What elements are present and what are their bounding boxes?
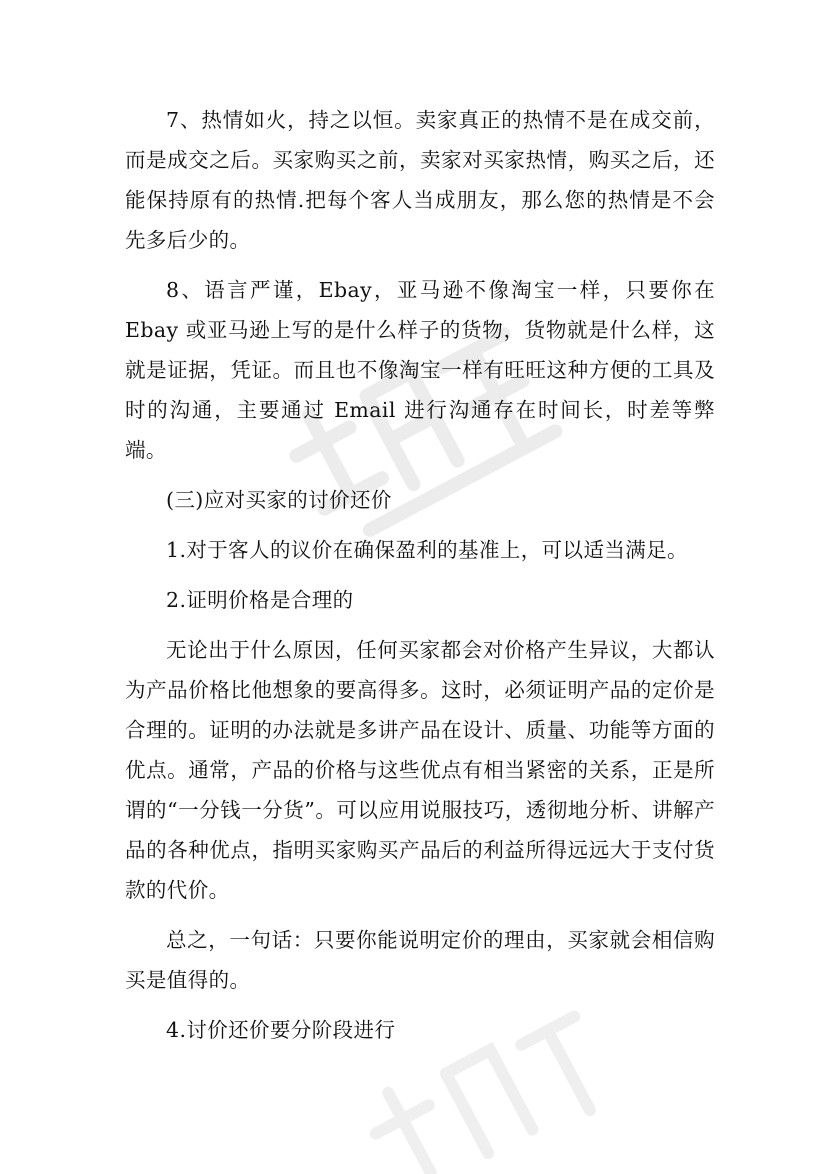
item-1-negotiation: 1.对于客人的议价在确保盈利的基准上，可以适当满足。 xyxy=(166,538,688,562)
item-4-staged-bargaining: 4.讨价还价要分阶段进行 xyxy=(166,1018,396,1042)
paragraph-8-precise-language: 8、语言严谨，Ebay，亚马逊不像淘宝一样，只要你在Ebay 或亚马逊上写的是什么样子的货物，货物就是什么样，这就是证据，凭证。而且也不像淘宝一样有旺旺这种方便的工具及时的沟通，主要通过 Email 进行沟通存在时间长，时差等弊端。 xyxy=(125,278,715,462)
item-2-prove-price: 2.证明价格是合理的 xyxy=(166,588,354,612)
paragraph-summary: 总之，一句话：只要你能说明定价的理由，买家就会相信购买是值得的。 xyxy=(125,928,715,992)
paragraph-price-justification: 无论出于什么原因，任何买家都会对价格产生异议，大都认为产品价格比他想象的要高得多。这时，必须证明产品的定价是合理的。证明的办法就是多讲产品在设计、质量、功能等方面的优点。通常，产品的价格与这些优点有相当紧密的关系，正是所谓的“一分钱一分货”。可以应用说服技巧，透彻地分析、讲解产品的各种优点，指明买家购买产品后的利益所得远远大于支付货款的代价。 xyxy=(125,638,715,902)
section-heading-bargaining: (三)应对买家的讨价还价 xyxy=(166,488,392,512)
document-body xyxy=(125,100,715,1060)
paragraph-7-enthusiasm: 7、热情如火，持之以恒。卖家真正的热情不是在成交前，而是成交之后。买家购买之前，卖家对买家热情，购买之后，还能保持原有的热情.把每个客人当成朋友，那么您的热情是不会先多后少的。 xyxy=(125,108,715,252)
